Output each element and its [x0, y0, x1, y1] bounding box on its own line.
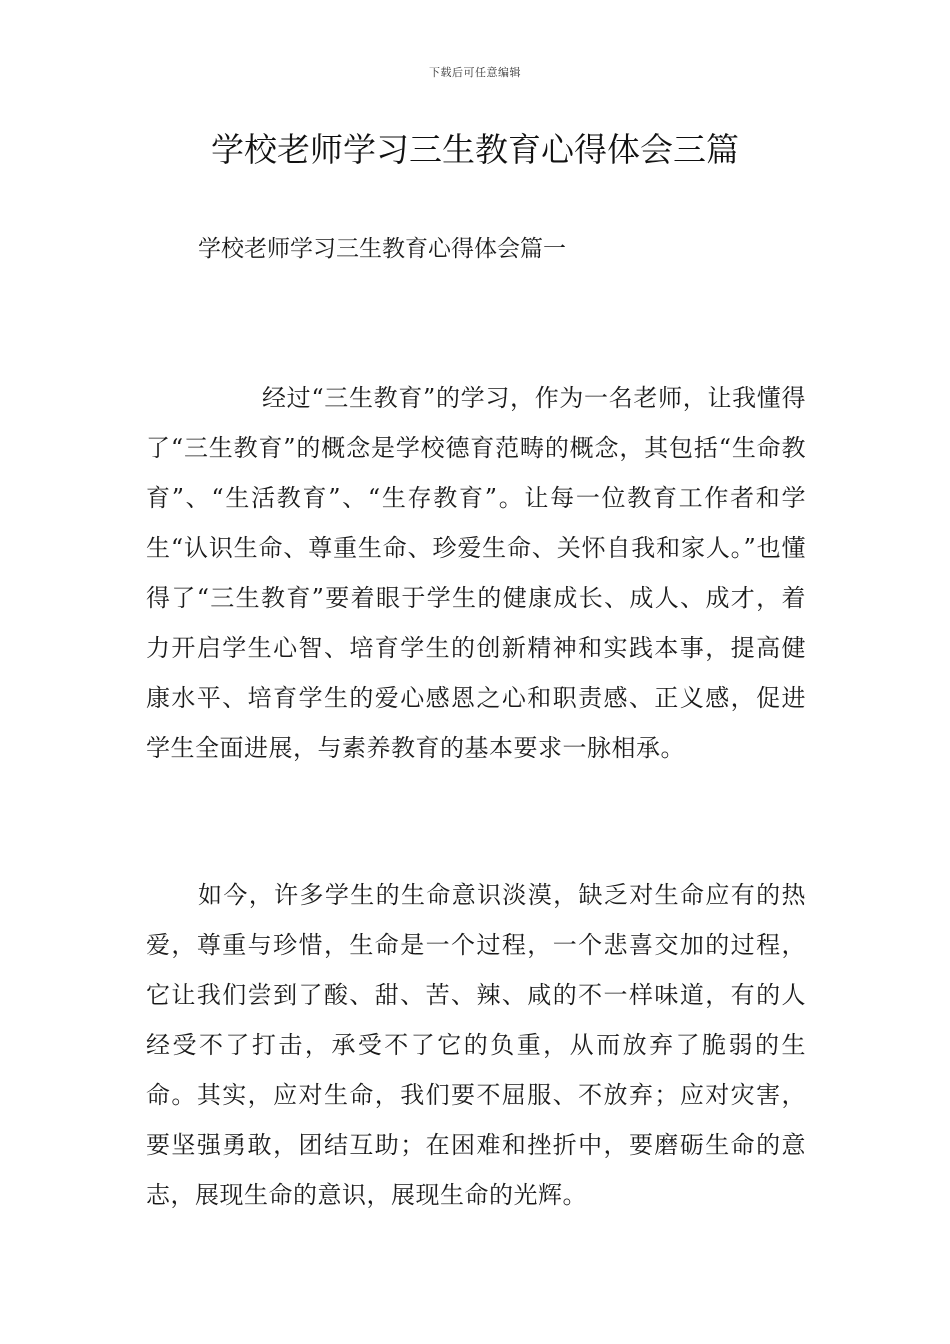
document-title: 学校老师学习三生教育心得体会三篇 [211, 130, 739, 169]
body-paragraph-2: 如今，许多学生的生命意识淡漠，缺乏对生命应有的热爱，尊重与珍惜，生命是一个过程，一个悲喜交加的过程，它让我们尝到了酸、甜、苦、辣、咸的不一样味道，有的人经受不了打击，承受不了它的负重，从而放弃了脆弱的生命。其实，应对生命，我们要不屈服、不放弃；应对灾害，要坚强勇敢，团结互助；在困难和挫折中，要磨砺生命的意志，展现生命的意识，展现生命的光辉。 [146, 881, 806, 1209]
header-note: 下载后可任意编辑 [429, 66, 521, 79]
section-title: 学校老师学习三生教育心得体会篇一 [198, 236, 566, 262]
body-paragraph-1: 经过“三生教育”的学习，作为一名老师，让我懂得了“三生教育”的概念是学校德育范畴的概念，其包括“生命教育”、“生活教育”、“生存教育”。让每一位教育工作者和学生“认识生命、尊重生命、珍爱生命、关怀自我和家人。”也懂得了“三生教育”要着眼于学生的健康成长、成人、成才，着力开启学生心智、培育学生的创新精神和实践本事，提高健康水平、培育学生的爱心感恩之心和职责感、正义感，促进学生全面进展，与素养教育的基本要求一脉相承。 [146, 384, 806, 762]
